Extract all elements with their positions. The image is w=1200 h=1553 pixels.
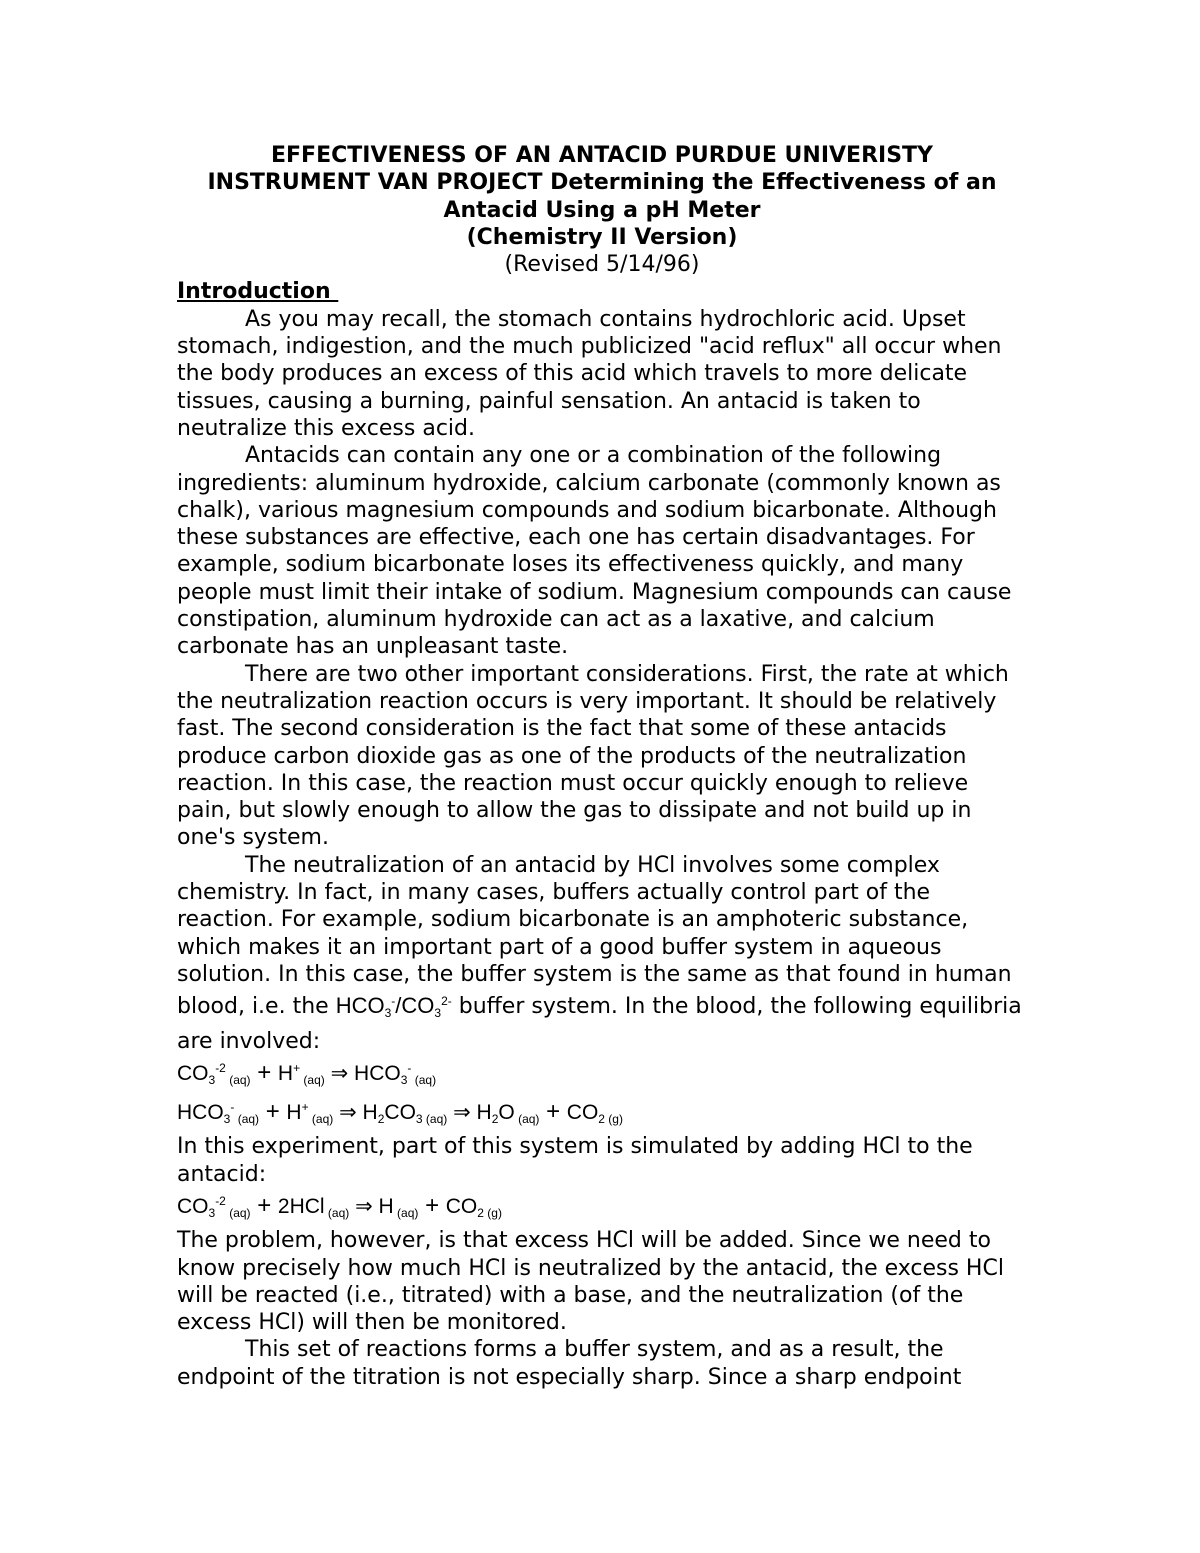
document-content [177, 142, 1027, 1391]
eq-term: HCO [177, 1101, 224, 1125]
bicarbonate-formula: HCO [335, 993, 385, 1019]
arrow-icon: ⇒ [349, 1194, 379, 1218]
equation-3 [177, 1188, 1027, 1227]
equation-2 [177, 1094, 1027, 1133]
superscript: -2 [215, 1060, 226, 1075]
eq-term: H [277, 1061, 294, 1085]
plus-sign: + [418, 1191, 446, 1219]
superscript: - [391, 994, 396, 1009]
document-title [177, 142, 1027, 251]
eq-term: H [378, 1194, 394, 1218]
subscript: 3 [223, 1112, 231, 1127]
paragraph-2: Antacids can contain any one or a combination of the following ingredients: aluminum hydroxide, calcium carbonate (commonly known as chalk), various magnesium compounds and sodium bicarbonate. Although these substances are effective, each one has certain disadvantages. For example, sodium bicarbonate loses its effectiveness quickly, and many people must limit their intake of sodium. Magnesium compounds can cause constipation, aluminum hydroxide can act as a laxative, and calcium carbonate has an unpleasant taste. [177, 443, 1012, 660]
phase-label: (aq) [225, 1205, 251, 1220]
paragraph-7: This set of reactions forms a buffer system, and as a result, the endpoint of the titration is not especially sharp. Since a sharp endpoint [177, 1337, 962, 1390]
plus-sign: + [539, 1098, 567, 1126]
eq-term: CO [384, 1101, 416, 1125]
eq-term: CO [177, 1061, 209, 1085]
eq-term: 2HCl [277, 1194, 325, 1218]
phase-label: (aq) [225, 1072, 251, 1087]
phase-label: (aq) [393, 1205, 419, 1220]
subscript: 2 [491, 1112, 499, 1127]
paragraph-4-text-start: The neutralization of an antacid by HCl involves some complex chemistry. In fact, in many cases, buffers actually control part of the reaction. For example, sodium bicarbonate is an amphoteric substance, which makes it an important part of a good buffer system in aqueous solution. In this case, the buffer system is the same as that found in human blood, i.e. the [177, 852, 1012, 1020]
subscript: 3 [384, 1006, 392, 1021]
title-version: (Chemistry II Version) [466, 224, 738, 250]
title-line-3: Antacid Using a pH Meter [443, 197, 761, 223]
subscript: 3 (aq) [415, 1112, 448, 1127]
subscript: 3 [208, 1205, 216, 1220]
eq-term: O [498, 1101, 515, 1125]
phase-label: (aq) [234, 1112, 260, 1127]
eq-term: CO [445, 1194, 478, 1218]
eq-term: H [362, 1101, 378, 1125]
carbonate-formula: /CO [395, 993, 435, 1019]
eq-term: H [286, 1101, 302, 1125]
section-heading-introduction: Introduction [177, 279, 339, 305]
subscript: 3 [208, 1072, 216, 1087]
eq-term: H [476, 1101, 492, 1125]
eq-term: CO [566, 1101, 599, 1125]
subscript: 2 (g) [598, 1112, 623, 1127]
eq-term: CO [177, 1194, 209, 1218]
equation-1 [177, 1055, 1027, 1094]
phase-label: (aq) [300, 1072, 325, 1087]
superscript: -2 [215, 1193, 226, 1208]
superscript: + [301, 1100, 309, 1115]
eq-term: HCO [354, 1061, 401, 1085]
superscript: - [407, 1060, 412, 1075]
plus-sign: + [250, 1058, 278, 1086]
paragraph-1: As you may recall, the stomach contains hydrochloric acid. Upset stomach, indigestion, and the much publicized "acid reflux" all occur when the body produces an excess of this acid which travels to more delicate tissues, causing a burning, painful sensation. An antacid is taken to neutralize this excess acid. [177, 306, 1002, 441]
plus-sign: + [259, 1098, 287, 1126]
title-line-1: EFFECTIVENESS OF AN ANTACID PURDUE UNIVERISTY [271, 143, 933, 168]
plus-sign: + [250, 1191, 278, 1219]
revised-date: (Revised 5/14/96) [504, 252, 700, 278]
superscript: + [293, 1060, 301, 1075]
phase-label: (aq) [308, 1112, 334, 1127]
phase-label: (aq) [411, 1072, 437, 1087]
title-line-2: INSTRUMENT VAN PROJECT Determining the Effectiveness of an [207, 170, 997, 196]
superscript: 2- [441, 994, 452, 1009]
arrow-icon: ⇒ [324, 1061, 355, 1085]
phase-label: (aq) [324, 1205, 350, 1220]
subscript: 2 [377, 1112, 385, 1127]
subscript: 2 (g) [477, 1205, 502, 1220]
paragraph-3: There are two other important considerations. First, the rate at which the neutralization reaction occurs is very important. It should be relatively fast. The second consideration is the fact that some of these antacids produce carbon dioxide gas as one of the products of the neutralization reaction. In this case, the reaction must occur quickly enough to relieve pain, but slowly enough to allow the gas to dissipate and not build up in one's system. [177, 661, 1009, 851]
superscript: - [230, 1100, 235, 1115]
arrow-icon: ⇒ [447, 1101, 477, 1125]
subscript: 3 [400, 1072, 408, 1087]
subscript: 3 [434, 1006, 442, 1021]
paragraph-4 [177, 852, 1027, 1055]
phase-label: (aq) [514, 1112, 540, 1127]
arrow-icon: ⇒ [333, 1101, 363, 1125]
paragraph-6: The problem, however, is that excess HCl will be added. Since we need to know precisely how much HCl is neutralized by the antacid, the excess HCl will be reacted (i.e., titrated) with a base, and the neutralization (of the excess HCl) will then be monitored. [177, 1228, 1004, 1336]
paragraph-4-text-end: buffer system. In the blood, the following equilibria are involved: [177, 994, 1022, 1054]
paragraph-5: In this experiment, part of this system is simulated by adding HCl to the antacid: [177, 1134, 973, 1187]
